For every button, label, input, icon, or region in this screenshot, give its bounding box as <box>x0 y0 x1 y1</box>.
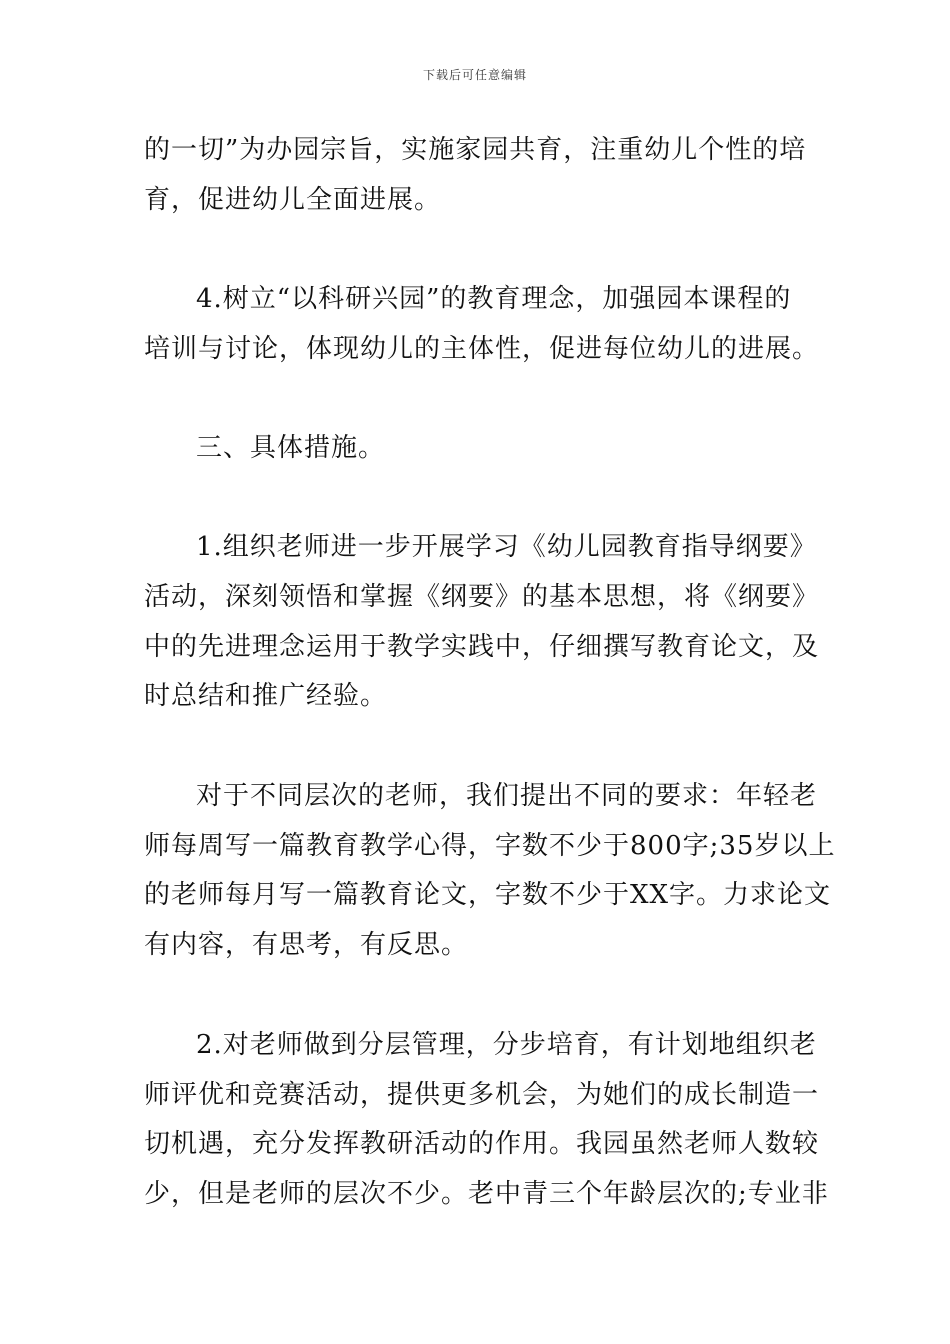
text-line: 1.组织老师进一步开展学习《幼儿园教育指导纲要》 <box>196 532 817 562</box>
text-line: 4.树立“以科研兴园”的教育理念，加强园本课程的 <box>196 284 792 314</box>
text-line: 切机遇，充分发挥教研活动的作用。我园虽然老师人数较 <box>144 1129 820 1159</box>
text-line: 活动，深刻领悟和掌握《纲要》的基本思想，将《纲要》 <box>144 582 820 612</box>
page-header-note: 下载后可任意编辑 <box>422 68 527 82</box>
text-line: 培训与讨论，体现幼儿的主体性，促进每位幼儿的进展。 <box>144 334 820 364</box>
text-line: 2.对老师做到分层管理，分步培育，有计划地组织老 <box>196 1030 817 1060</box>
section-heading: 三、具体措施。 <box>196 433 386 463</box>
text-line: 的一切”为办园宗旨，实施家园共育，注重幼儿个性的培 <box>144 135 807 165</box>
text-line: 时总结和推广经验。 <box>144 681 388 711</box>
text-line: 的老师每月写一篇教育论文，字数不少于XX字。力求论文 <box>144 880 832 910</box>
text-line: 师评优和竞赛活动，提供更多机会，为她们的成长制造一 <box>144 1080 820 1110</box>
text-line: 少，但是老师的层次不少。老中青三个年龄层次的;专业非 <box>144 1179 829 1209</box>
text-line: 师每周写一篇教育教学心得，字数不少于800字;35岁以上 <box>144 831 836 861</box>
text-line: 有内容，有思考，有反思。 <box>144 930 469 960</box>
text-line: 育，促进幼儿全面进展。 <box>144 185 442 215</box>
text-line: 中的先进理念运用于教学实践中，仔细撰写教育论文，及 <box>144 632 820 662</box>
text-line: 对于不同层次的老师，我们提出不同的要求：年轻老 <box>196 781 818 811</box>
